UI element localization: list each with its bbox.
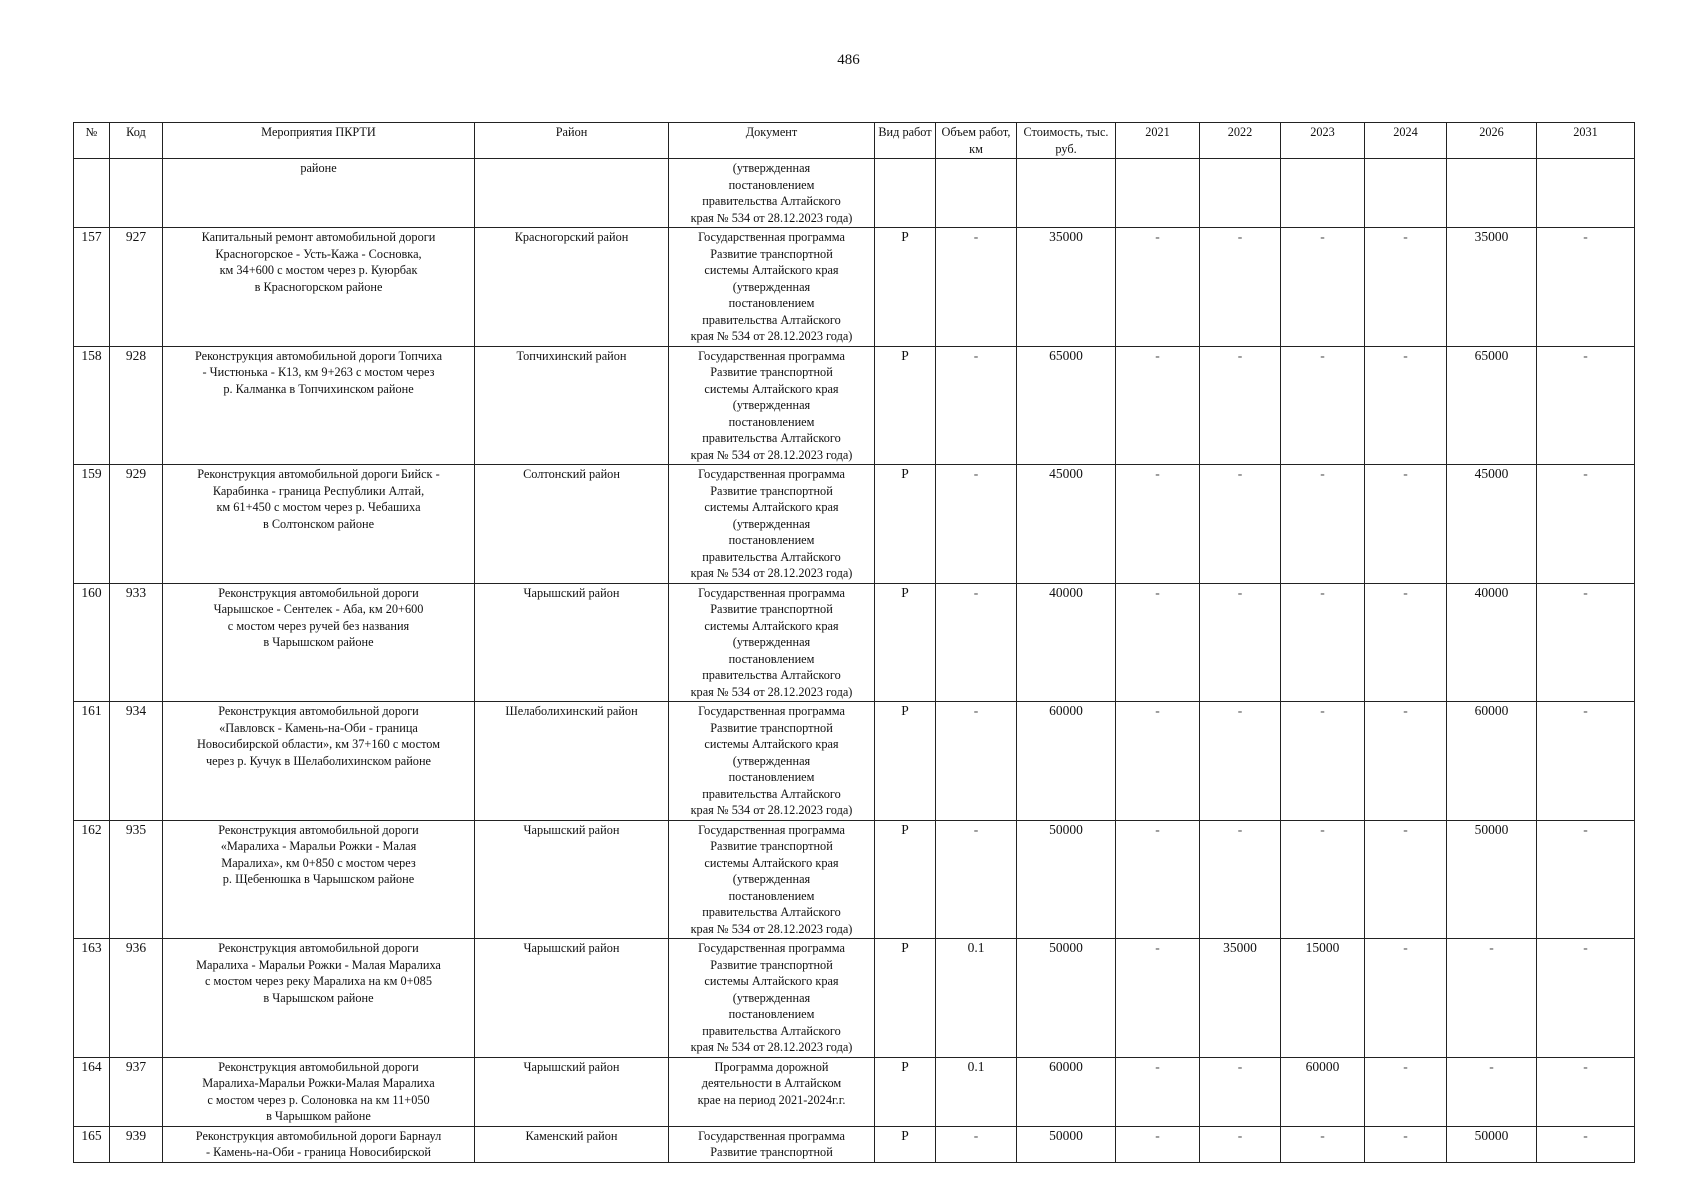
- row-2022: -: [1200, 465, 1281, 584]
- row-document: Государственная программа Развитие транспортной системы Алтайского края (утвержденная постановлением правительства Алтайского края № 534 от 28.12.2023 года): [669, 820, 875, 939]
- row-2031: -: [1537, 465, 1635, 584]
- row-2024: -: [1365, 346, 1447, 465]
- row-cost: [1017, 159, 1116, 228]
- row-2026: -: [1447, 1057, 1537, 1126]
- row-code: [110, 159, 163, 228]
- row-2023: -: [1281, 820, 1365, 939]
- row-2021: -: [1116, 1057, 1200, 1126]
- row-2022: [1200, 159, 1281, 228]
- table-row: [74, 159, 1635, 228]
- table-row: [74, 583, 1635, 702]
- row-2026: [1447, 159, 1537, 228]
- row-volume: [936, 159, 1017, 228]
- row-volume: -: [936, 465, 1017, 584]
- row-event: Реконструкция автомобильной дороги Барнаул - Камень-на-Оби - граница Новосибирской: [163, 1126, 475, 1162]
- row-district: Чарышский район: [475, 939, 669, 1058]
- row-work-type: Р: [875, 228, 936, 347]
- row-2031: -: [1537, 228, 1635, 347]
- row-2031: -: [1537, 583, 1635, 702]
- row-2024: [1365, 159, 1447, 228]
- row-2022: -: [1200, 820, 1281, 939]
- row-2024: -: [1365, 702, 1447, 821]
- row-work-type: Р: [875, 939, 936, 1058]
- row-volume: -: [936, 583, 1017, 702]
- row-code: 933: [110, 583, 163, 702]
- row-2022: -: [1200, 346, 1281, 465]
- row-event: Реконструкция автомобильной дороги Топчиха - Чистюнька - К13, км 9+263 с мостом через р. Калманка в Топчихинском районе: [163, 346, 475, 465]
- row-2023: -: [1281, 346, 1365, 465]
- row-volume: -: [936, 820, 1017, 939]
- col-header-volume: Объем работ, км: [936, 123, 1017, 159]
- row-district: Шелаболихинский район: [475, 702, 669, 821]
- row-number: 165: [74, 1126, 110, 1162]
- row-2022: -: [1200, 1057, 1281, 1126]
- row-document: Государственная программа Развитие транспортной системы Алтайского края (утвержденная постановлением правительства Алтайского края № 534 от 28.12.2023 года): [669, 583, 875, 702]
- row-volume: 0.1: [936, 1057, 1017, 1126]
- row-document: Государственная программа Развитие транспортной системы Алтайского края (утвержденная постановлением правительства Алтайского края № 534 от 28.12.2023 года): [669, 702, 875, 821]
- row-district: Солтонский район: [475, 465, 669, 584]
- table-row: [74, 228, 1635, 347]
- row-work-type: Р: [875, 820, 936, 939]
- page-number: 486: [837, 52, 860, 68]
- row-document: Государственная программа Развитие транспортной системы Алтайского края (утвержденная постановлением правительства Алтайского края № 534 от 28.12.2023 года): [669, 346, 875, 465]
- row-2026: 65000: [1447, 346, 1537, 465]
- row-code: 927: [110, 228, 163, 347]
- row-work-type: Р: [875, 583, 936, 702]
- row-event: Реконструкция автомобильной дороги Бийск - Карабинка - граница Республики Алтай, км 61+450 с мостом через р. Чебашиха в Солтонском районе: [163, 465, 475, 584]
- row-district: Чарышский район: [475, 1057, 669, 1126]
- col-header-2031: 2031: [1537, 123, 1635, 159]
- col-header-2026: 2026: [1447, 123, 1537, 159]
- row-cost: 60000: [1017, 1057, 1116, 1126]
- col-header-2022: 2022: [1200, 123, 1281, 159]
- col-header-2024: 2024: [1365, 123, 1447, 159]
- row-document: Государственная программа Развитие транспортной системы Алтайского края (утвержденная постановлением правительства Алтайского края № 534 от 28.12.2023 года): [669, 939, 875, 1058]
- row-district: Чарышский район: [475, 583, 669, 702]
- row-cost: 50000: [1017, 820, 1116, 939]
- row-document: Государственная программа Развитие транспортной системы Алтайского края (утвержденная постановлением правительства Алтайского края № 534 от 28.12.2023 года): [669, 465, 875, 584]
- row-2024: -: [1365, 583, 1447, 702]
- row-district: [475, 159, 669, 228]
- col-header-district: Район: [475, 123, 669, 159]
- row-2023: -: [1281, 465, 1365, 584]
- row-volume: 0.1: [936, 939, 1017, 1058]
- row-event: Реконструкция автомобильной дороги Маралиха - Маральи Рожки - Малая Маралиха с мостом через реку Маралиха на км 0+085 в Чарышском районе: [163, 939, 475, 1058]
- row-2024: -: [1365, 1057, 1447, 1126]
- row-volume: -: [936, 1126, 1017, 1162]
- row-code: 936: [110, 939, 163, 1058]
- row-cost: 45000: [1017, 465, 1116, 584]
- row-cost: 50000: [1017, 1126, 1116, 1162]
- row-2023: -: [1281, 702, 1365, 821]
- row-code: 934: [110, 702, 163, 821]
- row-work-type: Р: [875, 1057, 936, 1126]
- row-code: 929: [110, 465, 163, 584]
- col-header-work-type: Вид работ: [875, 123, 936, 159]
- row-2024: -: [1365, 1126, 1447, 1162]
- row-cost: 60000: [1017, 702, 1116, 821]
- col-header-number: №: [74, 123, 110, 159]
- row-2031: -: [1537, 1126, 1635, 1162]
- col-header-2023: 2023: [1281, 123, 1365, 159]
- row-cost: 35000: [1017, 228, 1116, 347]
- row-2022: -: [1200, 228, 1281, 347]
- row-district: Красногорский район: [475, 228, 669, 347]
- row-number: 162: [74, 820, 110, 939]
- table-row: [74, 346, 1635, 465]
- row-2021: -: [1116, 583, 1200, 702]
- row-2024: -: [1365, 228, 1447, 347]
- row-document: Государственная программа Развитие транспортной системы Алтайского края (утвержденная постановлением правительства Алтайского края № 534 от 28.12.2023 года): [669, 228, 875, 347]
- row-2026: 50000: [1447, 820, 1537, 939]
- row-district: Каменский район: [475, 1126, 669, 1162]
- row-2031: -: [1537, 939, 1635, 1058]
- row-volume: -: [936, 228, 1017, 347]
- col-header-event: Мероприятия ПКРТИ: [163, 123, 475, 159]
- row-volume: -: [936, 702, 1017, 821]
- row-event: Капитальный ремонт автомобильной дороги Красногорское - Усть-Кажа - Сосновка, км 34+600 с мостом через р. Куюрбак в Красногорском районе: [163, 228, 475, 347]
- table-row: [74, 1126, 1635, 1162]
- row-number: [74, 159, 110, 228]
- row-2031: [1537, 159, 1635, 228]
- row-code: 928: [110, 346, 163, 465]
- row-work-type: Р: [875, 1126, 936, 1162]
- row-2026: 60000: [1447, 702, 1537, 821]
- row-2031: -: [1537, 346, 1635, 465]
- row-2023: -: [1281, 583, 1365, 702]
- row-2026: 35000: [1447, 228, 1537, 347]
- row-2021: -: [1116, 702, 1200, 821]
- row-work-type: [875, 159, 936, 228]
- table-row: [74, 465, 1635, 584]
- row-number: 161: [74, 702, 110, 821]
- row-2021: -: [1116, 346, 1200, 465]
- row-district: Топчихинский район: [475, 346, 669, 465]
- row-document: (утвержденная постановлением правительства Алтайского края № 534 от 28.12.2023 года): [669, 159, 875, 228]
- table-row: [74, 820, 1635, 939]
- row-number: 158: [74, 346, 110, 465]
- row-2031: -: [1537, 820, 1635, 939]
- row-2022: 35000: [1200, 939, 1281, 1058]
- row-event: Реконструкция автомобильной дороги Чарышское - Сентелек - Аба, км 20+600 с мостом через ручей без названия в Чарышском районе: [163, 583, 475, 702]
- col-header-document: Документ: [669, 123, 875, 159]
- row-2024: -: [1365, 820, 1447, 939]
- row-2023: 15000: [1281, 939, 1365, 1058]
- row-event: районе: [163, 159, 475, 228]
- row-event: Реконструкция автомобильной дороги «Павловск - Камень-на-Оби - граница Новосибирской области», км 37+160 с мостом через р. Кучук в Шелаболихинском районе: [163, 702, 475, 821]
- row-2031: -: [1537, 702, 1635, 821]
- row-2024: -: [1365, 465, 1447, 584]
- row-2024: -: [1365, 939, 1447, 1058]
- row-document: Государственная программа Развитие транспортной: [669, 1126, 875, 1162]
- pkrti-table: [73, 122, 1635, 1163]
- row-2021: -: [1116, 1126, 1200, 1162]
- row-2021: -: [1116, 228, 1200, 347]
- row-work-type: Р: [875, 465, 936, 584]
- row-2021: [1116, 159, 1200, 228]
- row-number: 160: [74, 583, 110, 702]
- row-2022: -: [1200, 1126, 1281, 1162]
- row-2023: [1281, 159, 1365, 228]
- row-number: 157: [74, 228, 110, 347]
- row-event: Реконструкция автомобильной дороги Маралиха-Маральи Рожки-Малая Маралиха с мостом через р. Солоновка на км 11+050 в Чарышком районе: [163, 1057, 475, 1126]
- row-number: 164: [74, 1057, 110, 1126]
- row-event: Реконструкция автомобильной дороги «Маралиха - Маральи Рожки - Малая Маралиха», км 0+850 с мостом через р. Щебенюшка в Чарышском районе: [163, 820, 475, 939]
- row-cost: 40000: [1017, 583, 1116, 702]
- row-document: Программа дорожной деятельности в Алтайском крае на период 2021-2024г.г.: [669, 1057, 875, 1126]
- col-header-code: Код: [110, 123, 163, 159]
- row-2023: 60000: [1281, 1057, 1365, 1126]
- row-number: 163: [74, 939, 110, 1058]
- row-2022: -: [1200, 702, 1281, 821]
- row-2023: -: [1281, 228, 1365, 347]
- row-2026: 45000: [1447, 465, 1537, 584]
- row-number: 159: [74, 465, 110, 584]
- row-code: 937: [110, 1057, 163, 1126]
- row-2021: -: [1116, 939, 1200, 1058]
- row-volume: -: [936, 346, 1017, 465]
- row-cost: 65000: [1017, 346, 1116, 465]
- row-work-type: Р: [875, 346, 936, 465]
- row-code: 939: [110, 1126, 163, 1162]
- row-2026: 40000: [1447, 583, 1537, 702]
- row-2026: -: [1447, 939, 1537, 1058]
- table-row: [74, 939, 1635, 1058]
- row-2022: -: [1200, 583, 1281, 702]
- row-2021: -: [1116, 465, 1200, 584]
- row-district: Чарышский район: [475, 820, 669, 939]
- row-2021: -: [1116, 820, 1200, 939]
- row-work-type: Р: [875, 702, 936, 821]
- row-2031: -: [1537, 1057, 1635, 1126]
- table-row: [74, 702, 1635, 821]
- col-header-2021: 2021: [1116, 123, 1200, 159]
- header-row: [74, 123, 1635, 159]
- table-row: [74, 1057, 1635, 1126]
- row-code: 935: [110, 820, 163, 939]
- row-2026: 50000: [1447, 1126, 1537, 1162]
- col-header-cost: Стоимость, тыс. руб.: [1017, 123, 1116, 159]
- row-cost: 50000: [1017, 939, 1116, 1058]
- row-2023: -: [1281, 1126, 1365, 1162]
